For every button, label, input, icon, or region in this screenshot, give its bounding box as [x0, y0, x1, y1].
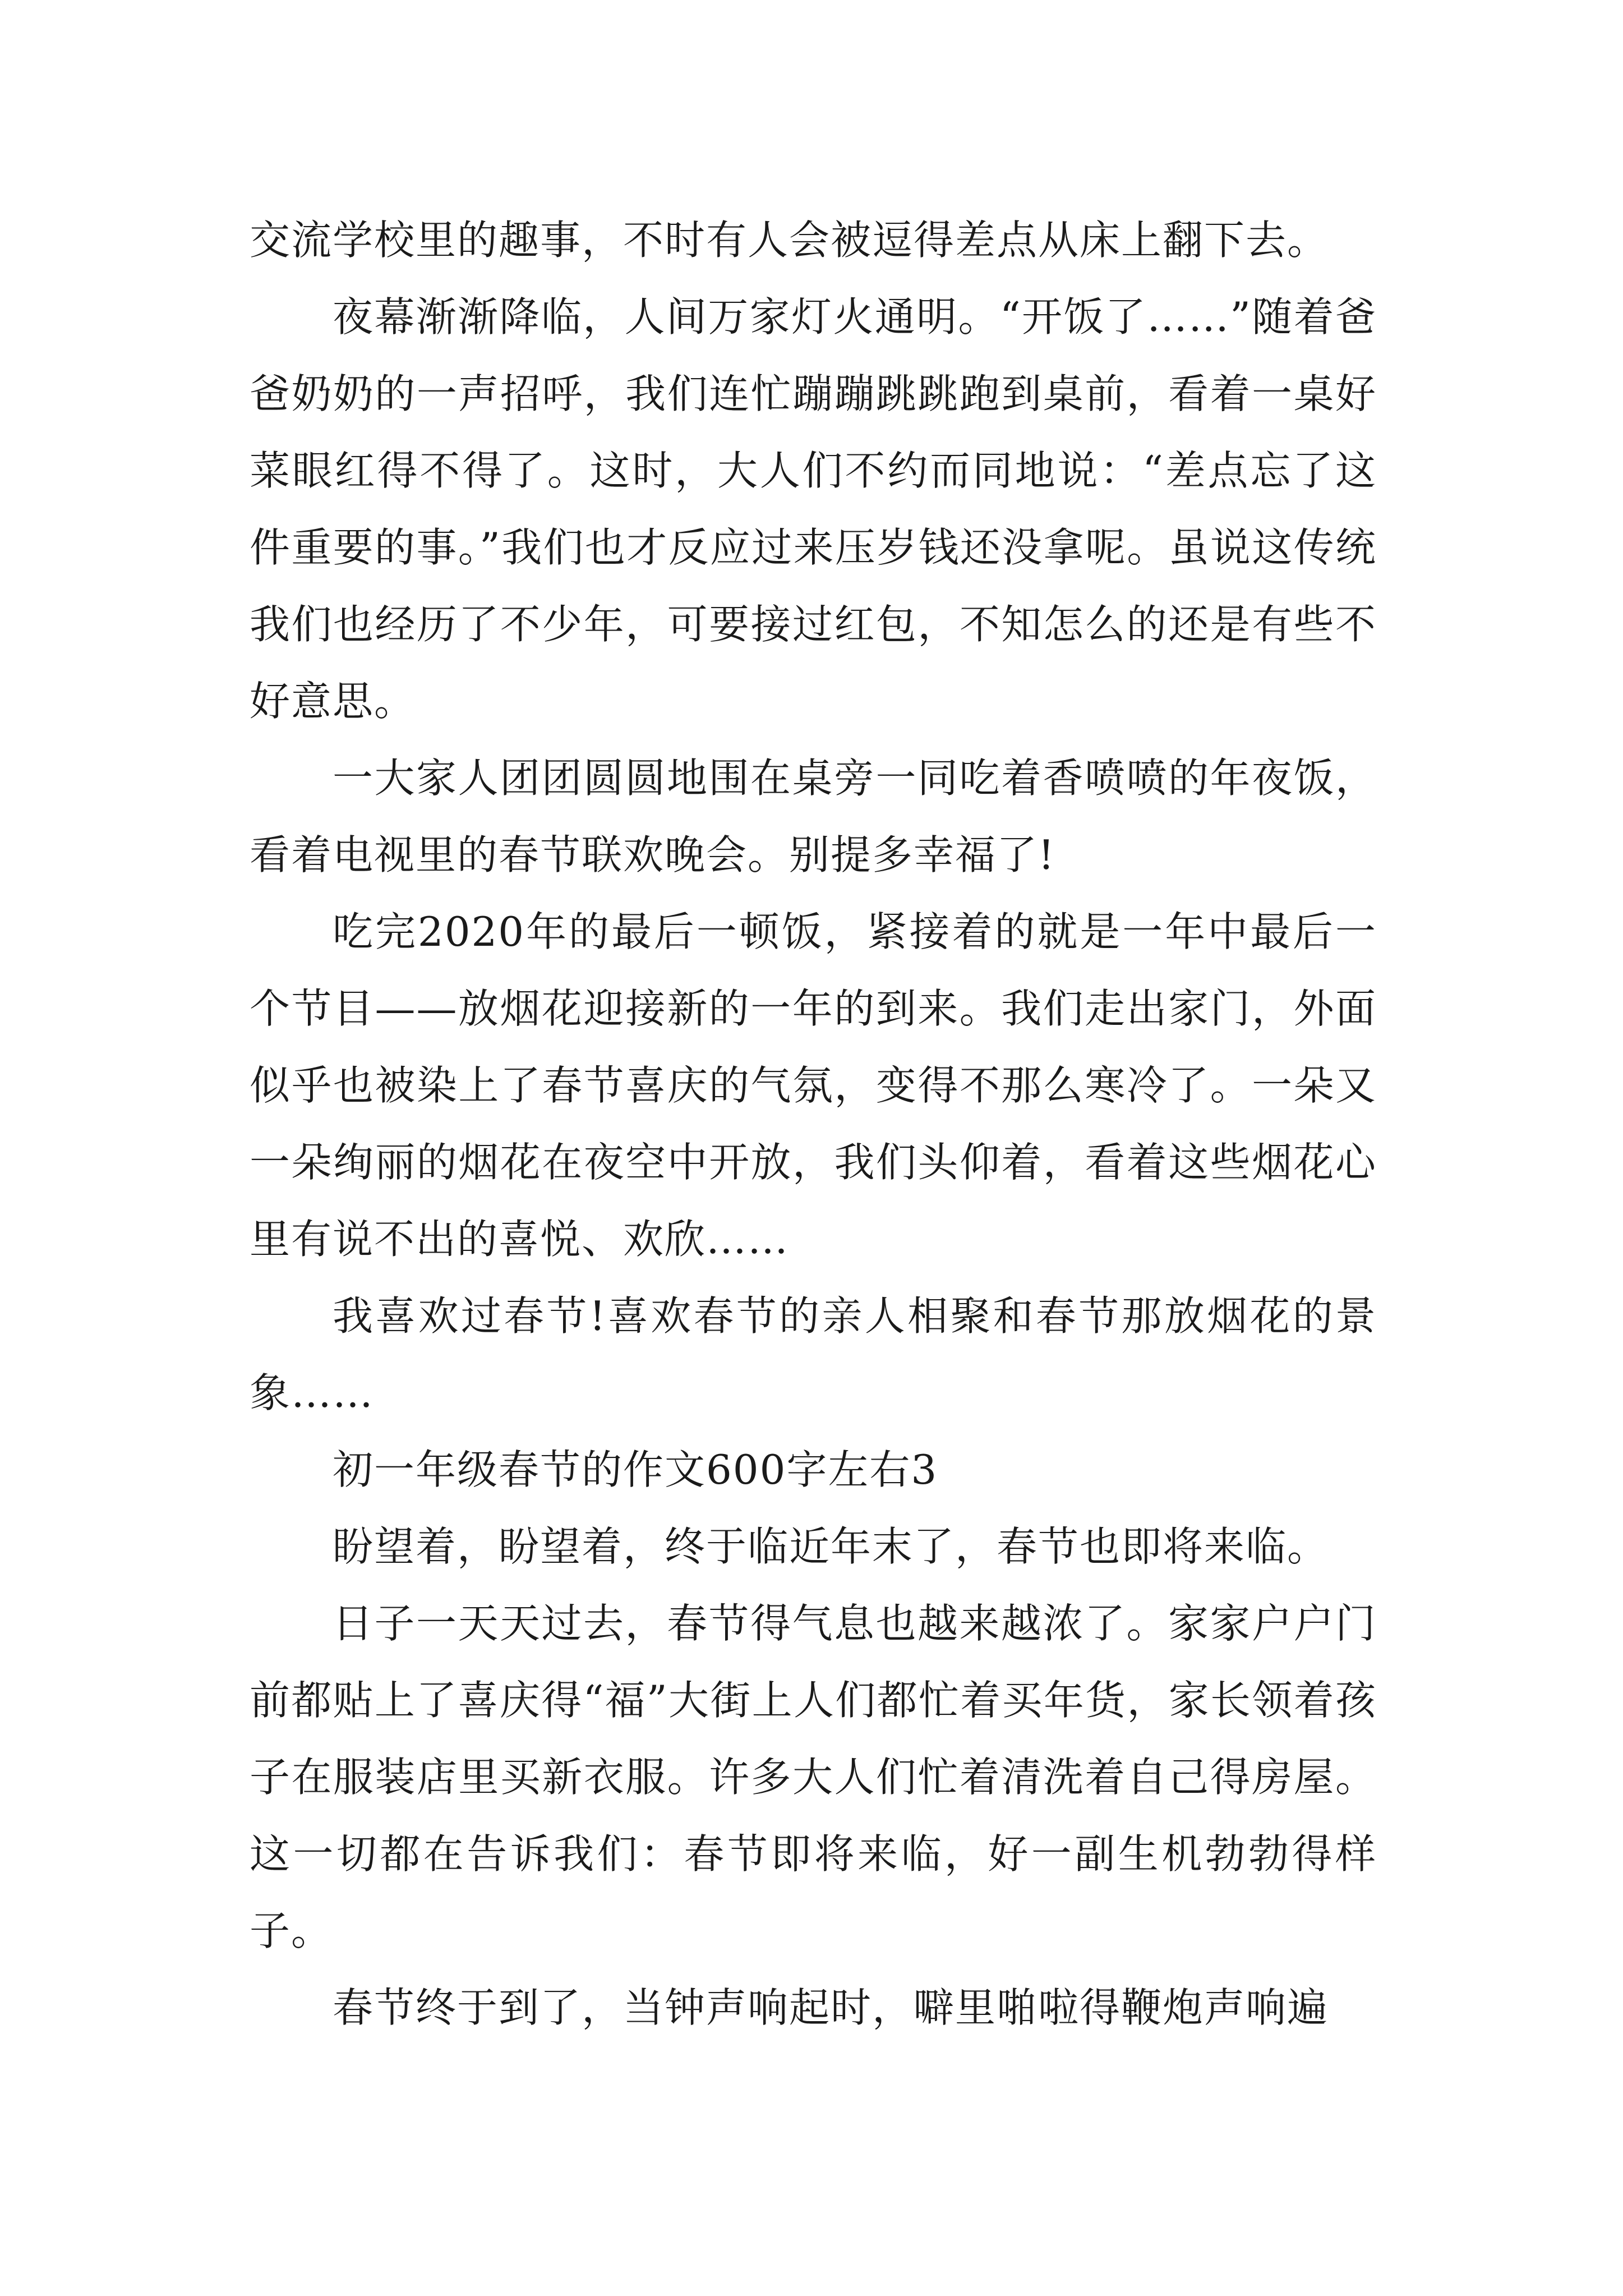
paragraph-continuation: 交流学校里的趣事，不时有人会被逗得差点从床上翻下去。 [250, 217, 1329, 264]
paragraph-truncated: 春节终于到了，当钟声响起时，噼里啪啦得鞭炮声响遍 [333, 1984, 1329, 2031]
paragraph: 盼望着，盼望着，终于临近年末了，春节也即将来临。 [333, 1523, 1329, 1570]
article-body [250, 202, 1377, 2046]
paragraph: 吃完2020年的最后一顿饭，紧接着的就是一年中最后一个节目——放烟花迎接新的一年的到来。我们走出家门，外面似乎也被染上了春节喜庆的气氛，变得不那么寒冷了。一朵又一朵绚丽的烟花在夜空中开放，我们头仰着，看着这些烟花心里有说不出的喜悦、欢欣…… [250, 908, 1377, 1263]
section-heading: 初一年级春节的作文600字左右3 [333, 1446, 938, 1493]
paragraph: 日子一天天过去，春节得气息也越来越浓了。家家户户门前都贴上了喜庆得“福”大街上人们都忙着买年货，家长领着孩子在服装店里买新衣服。许多大人们忙着清洗着自己得房屋。这一切都在告诉我们：春节即将来临，好一副生机勃勃得样子。 [250, 1600, 1377, 1954]
paragraph: 我喜欢过春节!喜欢春节的亲人相聚和春节那放烟花的景象…… [250, 1292, 1377, 1416]
paragraph: 夜幕渐渐降临，人间万家灯火通明。“开饭了……”随着爸爸奶奶的一声招呼，我们连忙蹦蹦跳跳跑到桌前，看着一桌好菜眼红得不得了。这时，大人们不约而同地说：“差点忘了这件重要的事。”我们也才反应过来压岁钱还没拿呢。虽说这传统我们也经历了不少年，可要接过红包，不知怎么的还是有些不好意思。 [250, 293, 1377, 725]
paragraph: 一大家人团团圆圆地围在桌旁一同吃着香喷喷的年夜饭，看着电视里的春节联欢晚会。别提多幸福了! [250, 754, 1377, 878]
